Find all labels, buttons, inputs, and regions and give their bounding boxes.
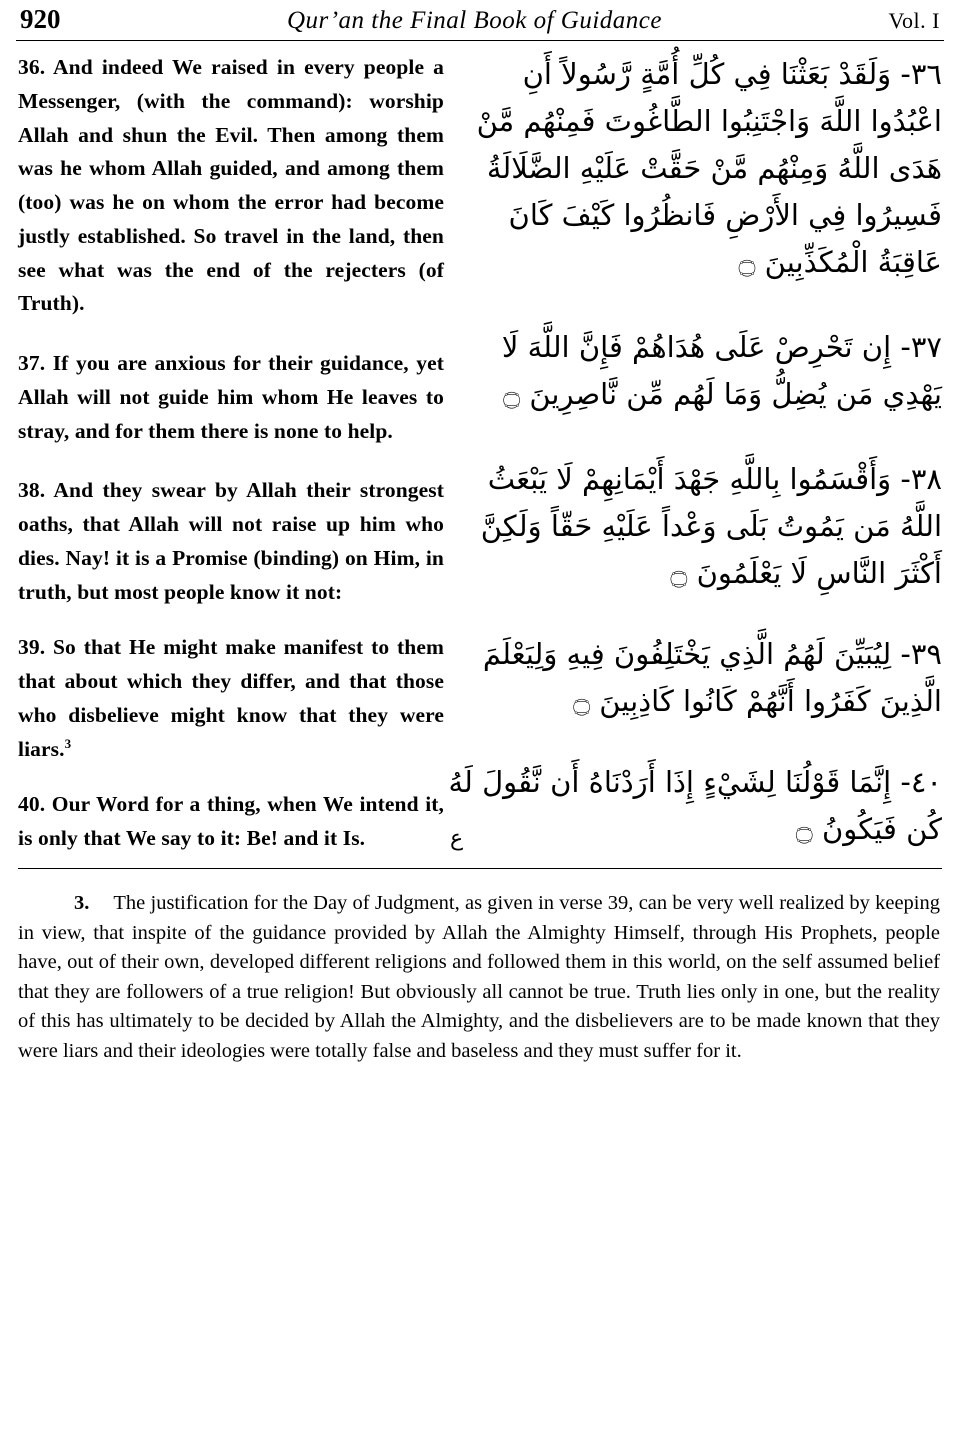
- page-header: [14, 0, 946, 37]
- verse-39-english-text: 39. So that He might make manifest to them that about which they differ, and that those who disbelieve might know that they were liars.: [18, 635, 444, 761]
- volume-label: Vol. I: [888, 8, 940, 33]
- footnote-marker: 3.: [74, 892, 90, 915]
- footnote-3: [14, 889, 946, 1066]
- verse-36-english: 36. And indeed We raised in every people a Messenger, (with the command): worship Allah and shun the Evil. Then among them was he whom Allah guided, and among them (too) was he on whom the error had become justly established. So travel in the land, then see what was the end of the rejecters (of Truth).: [18, 55, 444, 316]
- footnote-divider: [18, 868, 942, 869]
- verse-40-arabic-text: ٤٠- إِنَّمَا قَوْلُنَا لِشَيْءٍ إِذَا أَرَدْنَاهُ أَن نَّقُولَ لَهُ كُن فَيَكُونُ ۝: [448, 764, 942, 846]
- book-title: Qur’an the Final Book of Guidance: [287, 7, 662, 34]
- footnote-reference-3[interactable]: 3: [64, 735, 72, 751]
- verse-39-arabic: ٣٩- لِيُبَيِّنَ لَهُمُ الَّذِي يَخْتَلِفُونَ فِيهِ وَلِيَعْلَمَ الَّذِينَ كَفَرُوا أَنَّهُمْ كَانُوا كَاذِبِينَ ۝: [482, 636, 942, 718]
- english-translation-column: [14, 51, 444, 856]
- verse-39-english: [18, 631, 444, 766]
- verse-38-english: 38. And they swear by Allah their strongest oaths, that Allah will not raise up him who dies. Nay! it is a Promise (binding) on Him, in truth, but most people know it not:: [18, 478, 444, 604]
- footnote-text: The justification for the Day of Judgment, as given in verse 39, can be very well realized by keeping in view, that inspite of the guidance provided by Allah the Almighty Himself, through His Prophets, people have, out of their own, developed different religions and followed them in this world, on the self assumed belief that they are followers of a true religion! But obviously all cannot be true. Truth lies only in one, but the reality of this has ultimately to be decided by Allah the Almighty, and the disbelievers are to be made known that they were liars and their ideologies were totally false and baseless and they must suffer for it.: [18, 892, 940, 1062]
- page-content: [14, 51, 946, 856]
- verse-37-arabic: ٣٧- إِن تَحْرِصْ عَلَى هُدَاهُمْ فَإِنَّ اللَّهَ لَا يَهْدِي مَن يُضِلُّ وَمَا لَهُم مِّن نَّاصِرِينَ ۝: [501, 329, 942, 411]
- header-divider: [16, 40, 944, 41]
- arabic-text-column: [444, 51, 944, 856]
- verse-36-arabic: ٣٦- وَلَقَدْ بَعَثْنَا فِي كُلِّ أُمَّةٍ رَّسُولاً أَنِ اعْبُدُوا اللَّهَ وَاجْتَنِبُوا الطَّاغُوتَ فَمِنْهُم مَّنْ هَدَى اللَّهُ وَمِنْهُم مَّنْ حَقَّتْ عَلَيْهِ الضَّلَالَةُ فَسِيرُوا فِي الأَرْضِ فَانظُرُوا كَيْفَ كَانَ عَاقِبَةُ الْمُكَذِّبِينَ ۝: [476, 57, 942, 279]
- verse-40-arabic: [444, 759, 942, 853]
- verse-40-english: 40. Our Word for a thing, when We intend it, is only that We say to it: Be! and it Is.: [18, 792, 444, 850]
- page-number: 920: [20, 4, 61, 34]
- verse-38-arabic: ٣٨- وَأَقْسَمُوا بِاللَّهِ جَهْدَ أَيْمَانِهِمْ لَا يَبْعَثُ اللَّهُ مَن يَمُوتُ بَلَى وَعْداً عَلَيْهِ حَقّاً وَلَكِنَّ أَكْثَرَ النَّاسِ لَا يَعْلَمُونَ ۝: [480, 461, 942, 590]
- ruku-section-mark: ع: [450, 825, 464, 851]
- verse-37-english: 37. If you are anxious for their guidance, yet Allah will not guide him whom He leaves to stray, and for them there is none to help.: [18, 351, 444, 443]
